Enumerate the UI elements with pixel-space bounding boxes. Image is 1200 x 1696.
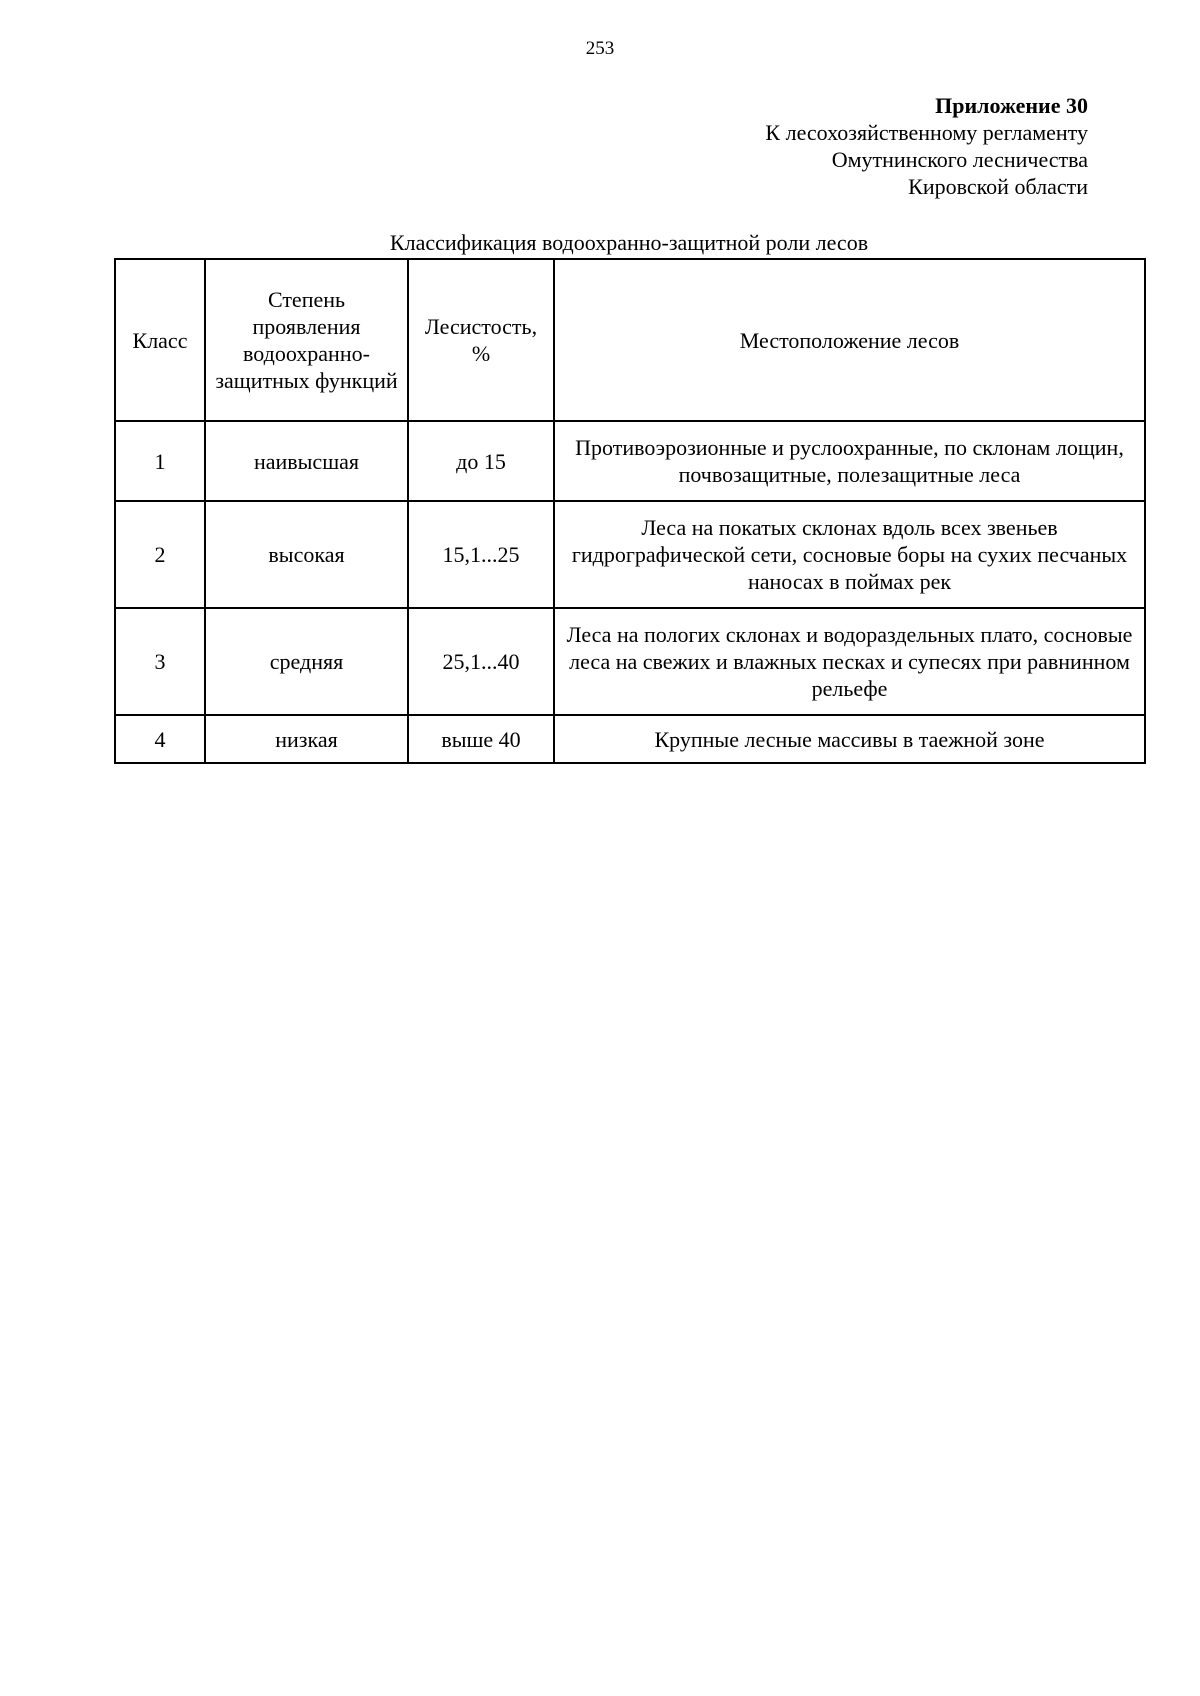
cell-forest-cover: 25,1...40	[408, 608, 554, 715]
cell-degree: средняя	[205, 608, 408, 715]
appendix-header	[765, 92, 1088, 200]
cell-forest-cover: выше 40	[408, 715, 554, 763]
cell-location: Противоэрозионные и руслоохранные, по склонам лощин, почвозащитные, полезащитные леса	[554, 421, 1145, 501]
header-class: Класс	[115, 259, 205, 421]
header-location: Местоположение лесов	[554, 259, 1145, 421]
appendix-line: Кировской области	[908, 174, 1088, 199]
appendix-line: К лесохозяйственному регламенту	[765, 120, 1088, 145]
cell-class: 1	[115, 421, 205, 501]
table-row	[115, 608, 1145, 715]
cell-location: Леса на покатых склонах вдоль всех звеньев гидрографической сети, сосновые боры на сухих песчаных наносах в поймах рек	[554, 501, 1145, 608]
cell-forest-cover: до 15	[408, 421, 554, 501]
table-row	[115, 501, 1145, 608]
cell-degree: наивысшая	[205, 421, 408, 501]
table-title: Классификация водоохранно-защитной роли лесов	[389, 230, 869, 255]
table-row	[115, 715, 1145, 763]
header-forest-cover: Лесистость, %	[408, 259, 554, 421]
header-degree: Степень проявления водоохранно-защитных функций	[205, 259, 408, 421]
page-number: 253	[585, 38, 615, 59]
cell-degree: низкая	[205, 715, 408, 763]
appendix-title: Приложение 30	[935, 93, 1088, 118]
appendix-line: Омутнинского лесничества	[831, 147, 1088, 172]
cell-class: 3	[115, 608, 205, 715]
classification-table	[114, 258, 1146, 764]
cell-forest-cover: 15,1...25	[408, 501, 554, 608]
table-header-row	[115, 259, 1145, 421]
table-row	[115, 421, 1145, 501]
cell-location: Крупные лесные массивы в таежной зоне	[554, 715, 1145, 763]
cell-class: 2	[115, 501, 205, 608]
cell-degree: высокая	[205, 501, 408, 608]
cell-location: Леса на пологих склонах и водораздельных плато, сосновые леса на свежих и влажных песках и супесях при равнинном рельефе	[554, 608, 1145, 715]
cell-class: 4	[115, 715, 205, 763]
